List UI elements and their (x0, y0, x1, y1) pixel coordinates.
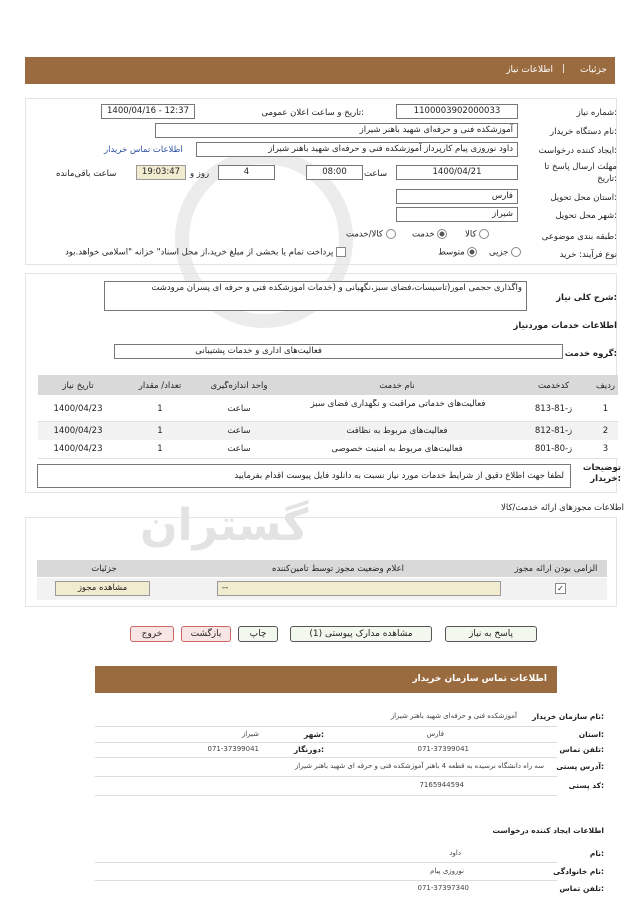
process-option-medium[interactable]: متوسط (438, 247, 477, 258)
services-table (38, 375, 618, 459)
need-number-field: 1100003902000033 (396, 104, 518, 119)
process-label: نوع فرآیند: خرید (559, 250, 617, 260)
contact-fax-label: دورنگار: (293, 745, 324, 754)
permits-th-details: جزئیات (91, 564, 117, 574)
contact-postal-label: کد پستی: (568, 781, 604, 790)
th-qty: تعداد/ مقدار (138, 381, 182, 391)
permits-th-status: اعلام وضعیت مجوز توسط تامین‌کننده (271, 564, 405, 574)
row2-date: 1400/04/23 (53, 426, 103, 436)
contact-divider (95, 880, 557, 881)
creator-family-value: نوروزی پیام (430, 867, 464, 875)
creator-label: ایجاد کننده درخواست: (538, 146, 617, 156)
attachments-button[interactable]: مشاهده مدارک پیوستی (1) (290, 626, 432, 642)
province-label: استان محل تحویل: (550, 193, 617, 203)
creator-phone-label: تلفن تماس: (559, 884, 604, 893)
contact-org-label: نام سازمان خریدار: (532, 712, 604, 721)
creator-phone-value: 071-37397340 (417, 884, 469, 892)
row1-unit: ساعت (227, 404, 251, 414)
creator-family-label: نام خانوادگی: (553, 867, 604, 876)
row3-idx: 3 (602, 444, 609, 454)
buyer-org-field: آموزشکده فنی و حرفه‌ای شهید باهنر شیراز (155, 123, 518, 138)
need-number-label: شماره نیاز: (576, 108, 617, 118)
top-nav-bar (25, 57, 615, 84)
contact-province-value: فارس (426, 730, 444, 738)
row3-date: 1400/04/23 (53, 444, 103, 454)
services-title: اطلاعات خدمات مورد‌نیاز (513, 321, 617, 331)
row1-qty: 1 (157, 404, 163, 414)
payment-checkbox[interactable] (336, 247, 346, 257)
buyer-notes-label: توضیحات خریدار: (582, 463, 621, 484)
row2-qty: 1 (157, 426, 163, 436)
contact-phone-value: 071-37399041 (417, 745, 469, 753)
creator-field: داود نوروزی پیام کارپرداز آموزشکده فنی و حرفه‌ای شهید باهنر شیراز (196, 142, 518, 157)
contact-divider (95, 757, 557, 758)
print-button[interactable]: چاپ (238, 626, 278, 642)
row1-name: فعالیت‌های خدماتی مراقبت و نگهداری فضای سبز (310, 399, 486, 409)
service-group-label: گروه خدمت: (564, 349, 617, 359)
payment-option[interactable]: پرداخت تمام یا بخشی از مبلغ خرید،از محل اسناد" خزانه "اسلامی خواهد.بود (65, 247, 346, 258)
contact-city-label: شهر: (304, 730, 324, 739)
contact-city-value: شیراز (241, 730, 259, 738)
summary-label: شرح کلی نیاز: (556, 293, 617, 303)
row1-idx: 1 (602, 404, 609, 414)
province-field: فارس (396, 189, 518, 204)
nav-need-info[interactable]: اطلاعات نیاز (506, 65, 553, 75)
deadline-time-field: 08:00 (306, 165, 363, 180)
row1-date: 1400/04/23 (53, 404, 103, 414)
buyer-contact-link[interactable]: اطلاعات تماس خریدار (104, 145, 183, 155)
permit-required-check: ✓ (555, 583, 566, 594)
permits-th-required: الزامی بودن ارائه مجوز (514, 564, 598, 574)
contact-divider (95, 776, 557, 777)
category-both-radio[interactable] (386, 229, 396, 239)
contact-divider (95, 726, 557, 727)
deadline-hour-label: ساعت (364, 169, 388, 179)
view-permit-button[interactable]: مشاهده مجوز (55, 581, 150, 596)
days-label: روز و (190, 169, 210, 179)
reply-button[interactable]: پاسخ به نیاز (445, 626, 537, 642)
city-label: شهر محل تحویل: (555, 211, 617, 221)
announce-field: 1400/04/16 - 12:37 (101, 104, 195, 119)
permits-title: اطلاعات مجوزهای ارائه خدمت/کالا (501, 503, 624, 513)
remaining-time-field: 19:03:47 (136, 165, 186, 180)
summary-text-box: واگذاری حجمی امور(تاسیسات،فضای سبز،نگهبانی و (خدمات اموزشکده فنی و حرفه ای پسران مرودشت (104, 281, 527, 311)
service-group-field: فعالیت‌های اداری و خدمات پشتیبانی (114, 344, 563, 359)
creator-name-label: نام: (589, 849, 604, 858)
announce-label: تاریخ و ساعت اعلان عمومی: (261, 108, 364, 118)
row2-idx: 2 (602, 426, 609, 436)
back-button[interactable]: بازگشت (181, 626, 231, 642)
permit-status-field: -- (217, 581, 501, 596)
th-date: تاریخ نیاز (62, 381, 94, 391)
th-row: ردیف (595, 381, 616, 391)
contact-divider (95, 742, 557, 743)
watermark-text: گستران (140, 500, 309, 551)
creator-name-value: داود (449, 849, 461, 857)
remaining-label: ساعت باقی‌مانده (56, 169, 117, 179)
process-minor-radio[interactable] (511, 247, 521, 257)
buyer-org-label: نام دستگاه خریدار: (550, 127, 617, 137)
deadline-label: مهلت ارسال پاسخ تا تاریخ: (544, 162, 617, 184)
nav-separator: | (561, 64, 565, 74)
row1-code: ز-81-813 (534, 404, 573, 414)
row2-code: ز-81-812 (534, 426, 573, 436)
contact-header: اطلاعات تماس سازمان خریدار (95, 666, 557, 693)
buyer-notes-box: لطفا جهت اطلاع دقیق از شرایط خدمات مورد نیاز نسبت به دانلود فایل پیوست اقدام بفرمایید (37, 464, 571, 488)
contact-phone-label: تلفن تماس: (559, 745, 604, 754)
exit-button[interactable]: خروج (130, 626, 174, 642)
deadline-date-field: 1400/04/21 (396, 165, 518, 180)
city-field: شیراز (396, 207, 518, 222)
row2-name: فعالیت‌های مربوط به نظافت (346, 426, 448, 436)
contact-province-label: استان: (578, 730, 604, 739)
contact-address-value: سه راه دانشگاه نرسیده به قطعه 4 باهنر آموزشکده فنی و حرفه ای شهید باهنر شیراز (294, 762, 544, 770)
th-name: نام خدمت (379, 381, 415, 391)
process-medium-radio[interactable] (467, 247, 477, 257)
creator-info-title: اطلاعات ایجاد کننده درخواست (492, 826, 604, 835)
category-option-both[interactable]: کالا/خدمت (346, 229, 396, 240)
contact-divider (95, 862, 557, 863)
category-goods-radio[interactable] (479, 229, 489, 239)
category-label: طبقه بندی موضوعی: (541, 232, 617, 242)
row3-unit: ساعت (227, 444, 251, 454)
contact-divider (95, 795, 557, 796)
th-code: کدخدمت (537, 381, 570, 391)
contact-postal-value: 7165944594 (419, 781, 464, 789)
row3-code: ز-80-801 (534, 444, 573, 454)
nav-details[interactable]: جزئیات (580, 65, 607, 75)
th-unit: واحد اندازه‌گیری (210, 381, 268, 391)
process-type-value: خرید (559, 250, 577, 260)
contact-org-value: آموزشکده فنی و حرفه‌ای شهید باهنر شیراز (390, 712, 517, 720)
permits-table (37, 560, 607, 600)
row2-unit: ساعت (227, 426, 251, 436)
category-service-radio[interactable] (437, 229, 447, 239)
row3-qty: 1 (157, 444, 163, 454)
category-option-goods[interactable]: کالا (465, 229, 489, 240)
row3-name: فعالیت‌های مربوط به امنیت خصوصی (331, 444, 463, 454)
category-option-service[interactable]: خدمت (412, 229, 447, 240)
contact-fax-value: 071-37399041 (207, 745, 259, 753)
process-option-minor[interactable]: جزیی (489, 247, 521, 258)
days-field: 4 (218, 165, 275, 180)
contact-address-label: آدرس پستی: (556, 762, 604, 771)
